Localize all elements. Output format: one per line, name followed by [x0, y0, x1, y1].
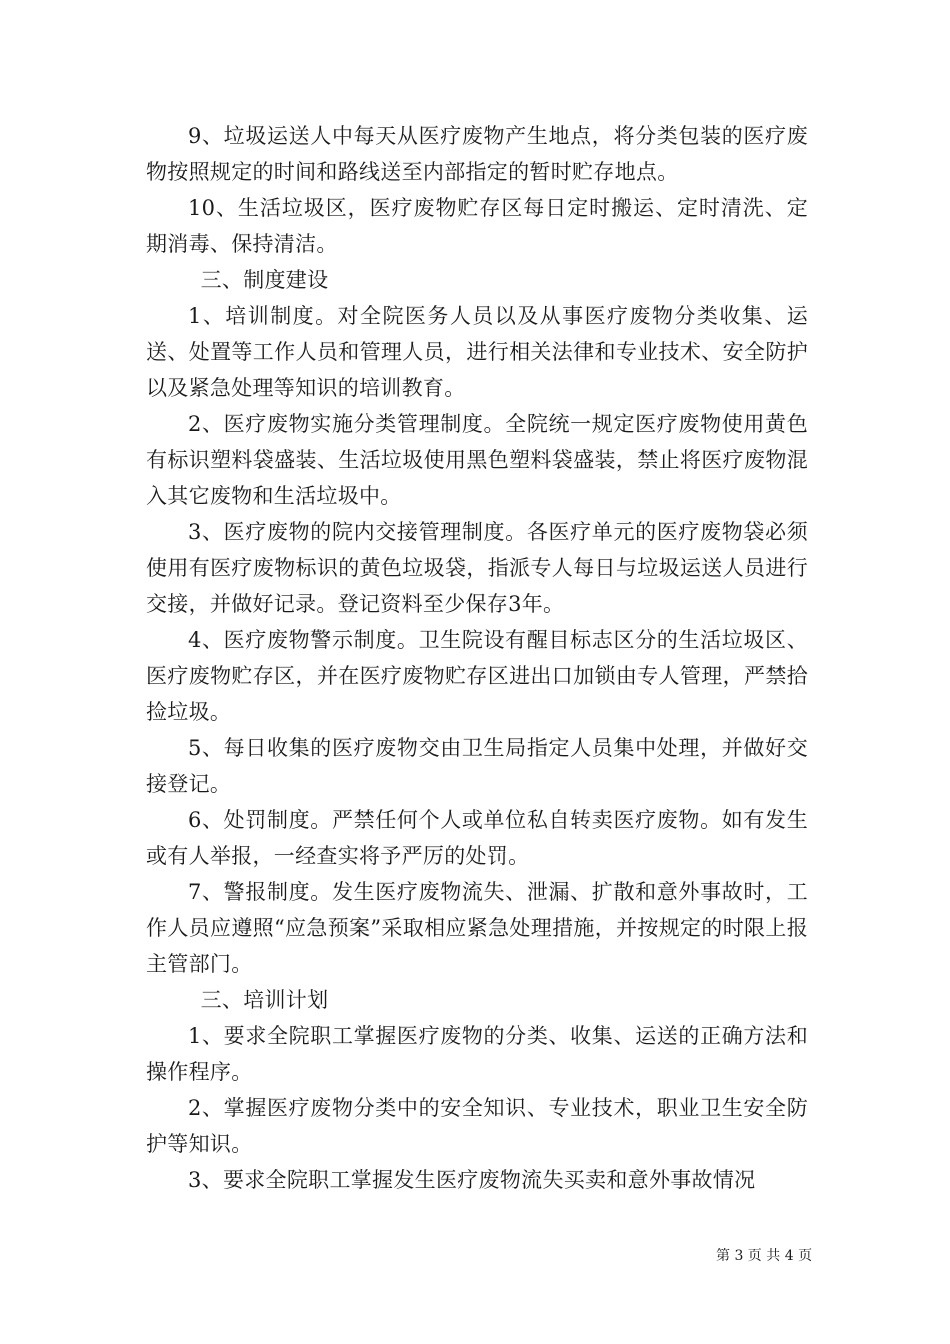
paragraph-plan-2: 2、掌握医疗废物分类中的安全知识、专业技术，职业卫生安全防护等知识。 — [146, 1096, 808, 1156]
paragraph-daily-collection: 5、每日收集的医疗废物交由卫生局指定人员集中处理，并做好交接登记。 — [146, 736, 808, 796]
paragraph-plan-3: 3、要求全院职工掌握发生医疗废物流失买卖和意外事故情况 — [188, 1168, 756, 1192]
page-number-footer: 第 3 页 共 4 页 — [716, 1248, 813, 1264]
paragraph-item-9: 9、垃圾运送人中每天从医疗废物产生地点，将分类包装的医疗废物按照规定的时间和路线送至内部指定的暂时贮存地点。 — [146, 124, 808, 184]
paragraph-penalty-system: 6、处罚制度。严禁任何个人或单位私自转卖医疗废物。如有发生或有人举报，一经查实将予严厉的处罚。 — [146, 808, 808, 868]
paragraph-item-10: 10、生活垃圾区，医疗废物贮存区每日定时搬运、定时清洗、定期消毒、保持清洁。 — [146, 196, 808, 256]
section-heading-training-plan: 三、培训计划 — [200, 988, 329, 1012]
paragraph-alarm-system: 7、警报制度。发生医疗废物流失、泄漏、扩散和意外事故时，工作人员应遵照“应急预案”采取相应紧急处理措施，并按规定的时限上报主管部门。 — [146, 880, 808, 976]
section-heading-system: 三、制度建设 — [200, 268, 329, 292]
paragraph-classification-system: 2、医疗废物实施分类管理制度。全院统一规定医疗废物使用黄色有标识塑料袋盛装、生活垃圾使用黑色塑料袋盛装，禁止将医疗废物混入其它废物和生活垃圾中。 — [146, 412, 808, 508]
paragraph-handover-system: 3、医疗废物的院内交接管理制度。各医疗单元的医疗废物袋必须使用有医疗废物标识的黄色垃圾袋，指派专人每日与垃圾运送人员进行交接，并做好记录。登记资料至少保存3年。 — [146, 520, 808, 616]
paragraph-plan-1: 1、要求全院职工掌握医疗废物的分类、收集、运送的正确方法和操作程序。 — [146, 1024, 808, 1084]
paragraph-training-system: 1、培训制度。对全院医务人员以及从事医疗废物分类收集、运送、处置等工作人员和管理人员，进行相关法律和专业技术、安全防护以及紧急处理等知识的培训教育。 — [146, 304, 808, 400]
paragraph-warning-system: 4、医疗废物警示制度。卫生院设有醒目标志区分的生活垃圾区、医疗废物贮存区，并在医疗废物贮存区进出口加锁由专人管理，严禁拾捡垃圾。 — [146, 628, 808, 724]
body-text — [146, 118, 808, 1198]
